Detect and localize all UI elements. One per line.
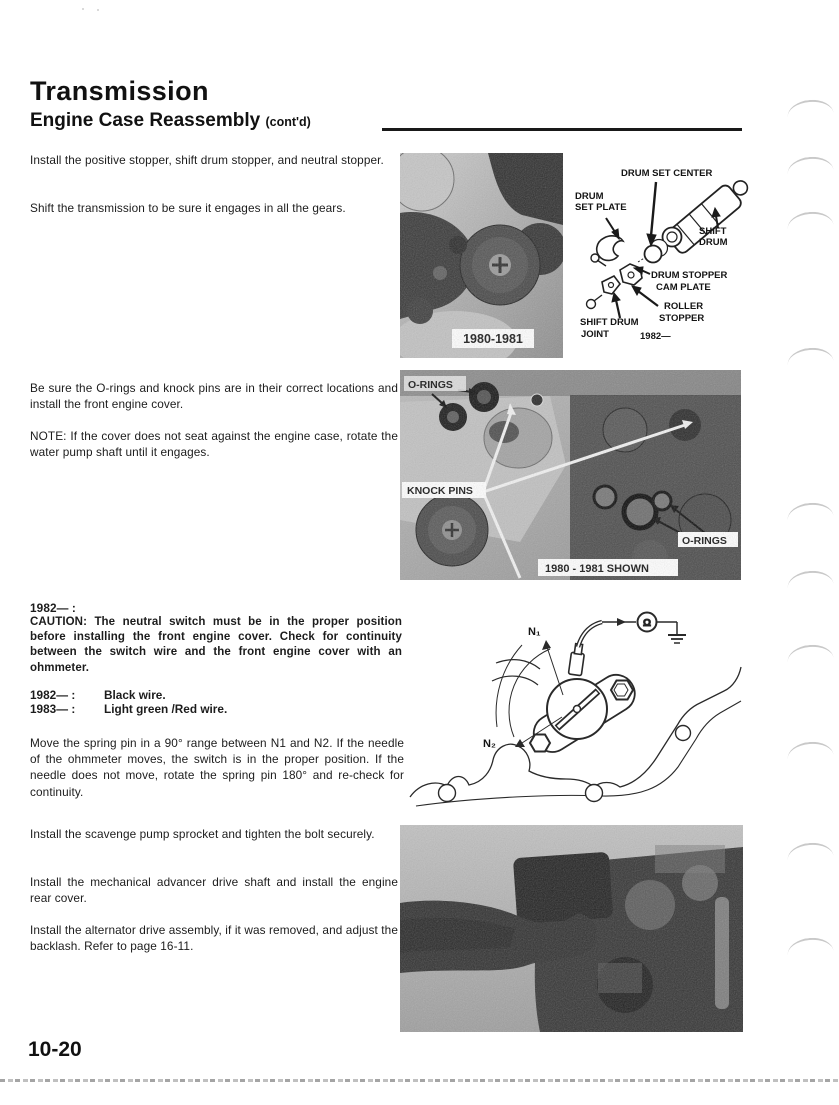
ohmmeter-circuit — [602, 613, 686, 644]
label-year-1982: 1982— — [640, 331, 671, 342]
film-grain — [400, 370, 741, 580]
label-stopper: STOPPER — [659, 313, 705, 324]
header-rule — [382, 128, 742, 131]
caution-paragraph: CAUTION: The neutral switch must be in the proper position before installing the front engine cover. Check for continuity between the switch wire and the front engine cover with an ohmmeter. — [30, 616, 402, 674]
film-grain — [400, 825, 743, 1032]
diagram-neutral-switch-art — [400, 597, 745, 819]
wire-year-1982: 1982— : — [30, 688, 76, 702]
wire-color-1982: Black wire. — [104, 688, 166, 702]
scan-dot — [97, 9, 99, 11]
caution-year-label: 1982— : — [30, 601, 76, 615]
page-curl-mark — [786, 740, 833, 760]
page-curl-mark — [786, 643, 833, 663]
paragraph-alternator-drive: Install the alternator drive assembly, if it was removed, and adjust the backlash. Refer to page 16-11. — [30, 923, 398, 954]
label-orings-bottom: O-RINGS — [682, 535, 727, 547]
photo-caption-1980-1981: 1980-1981 — [463, 332, 523, 346]
label-shift-drum-joint-1: SHIFT DRUM — [580, 317, 639, 328]
label-cam-plate: CAM PLATE — [656, 282, 711, 293]
page-curl-mark — [786, 98, 833, 118]
photo-hand-installing — [400, 825, 743, 1032]
diagram-neutral-switch — [400, 597, 745, 819]
film-grain — [400, 153, 563, 358]
switch-assembly — [527, 622, 642, 759]
page-curl-mark — [786, 841, 833, 861]
label-orings-top: O-RINGS — [408, 379, 453, 391]
section-title — [30, 110, 311, 132]
label-n1: N₁ — [528, 626, 541, 638]
photo-front-cover-orings — [400, 370, 741, 580]
label-roller: ROLLER — [664, 301, 704, 312]
paragraph-advancer-shaft: Install the mechanical advancer drive shaft and install the engine rear cover. — [30, 875, 398, 906]
label-drum-set-plate-2: SET PLATE — [575, 202, 627, 213]
paragraph-spring-pin: Move the spring pin in a 90° range between N1 and N2. If the needle of the ohmmeter moves, the switch is in the proper position. If the needle does not move, rotate the spring pin 180° and re-check for continuity. — [30, 736, 404, 799]
label-knock-pins: KNOCK PINS — [407, 485, 473, 497]
paragraph-note-cover: NOTE: If the cover does not seat against the engine case, rotate the water pump shaft until it engages. — [30, 429, 398, 460]
photo-front-cover-art — [400, 370, 741, 580]
photo-hand-art — [400, 825, 743, 1032]
page-bottom-edge — [0, 1079, 839, 1082]
label-drum-stopper: DRUM STOPPER — [651, 270, 728, 281]
wire-year-1983: 1983— : — [30, 702, 76, 716]
section-title-text: Engine Case Reassembly — [30, 110, 261, 131]
diagram-shift-drum-exploded — [568, 158, 835, 360]
wire-color-1983: Light green /Red wire. — [104, 702, 228, 716]
label-shift-drum-2: DRUM — [699, 237, 728, 248]
label-drum-set-center: DRUM SET CENTER — [621, 168, 713, 179]
wire-row-1983 — [30, 702, 227, 716]
page-curl-mark — [786, 569, 833, 589]
photo-engine-case-art — [400, 153, 563, 358]
page-number: 10-20 — [28, 1038, 82, 1061]
label-n2: N₂ — [483, 738, 496, 750]
paragraph-install-stoppers: Install the positive stopper, shift drum stopper, and neutral stopper. — [30, 153, 384, 167]
label-drum-set-plate-1: DRUM — [575, 191, 604, 202]
label-shift-drum-1: SHIFT — [699, 226, 727, 237]
ohmmeter-symbol: Ω — [642, 618, 652, 629]
scan-dot — [82, 8, 84, 10]
paragraph-orings-knockpins: Be sure the O-rings and knock pins are in their correct locations and install the front engine cover. — [30, 381, 398, 412]
page-curl-mark — [786, 936, 833, 956]
diagram-shift-drum-art — [568, 158, 835, 360]
page-title: Transmission — [30, 76, 209, 106]
photo-caption-1980-1981-shown: 1980 - 1981 SHOWN — [545, 563, 649, 575]
page-curl-mark — [786, 501, 833, 521]
paragraph-scavenge-pump: Install the scavenge pump sprocket and tighten the bolt securely. — [30, 827, 375, 841]
paragraph-shift-transmission: Shift the transmission to be sure it engages in all the gears. — [30, 201, 346, 215]
photo-engine-case-1980-1981 — [400, 153, 563, 358]
wire-row-1982 — [30, 688, 166, 702]
section-title-contd: (cont'd) — [265, 115, 311, 129]
label-shift-drum-joint-2: JOINT — [581, 329, 609, 340]
